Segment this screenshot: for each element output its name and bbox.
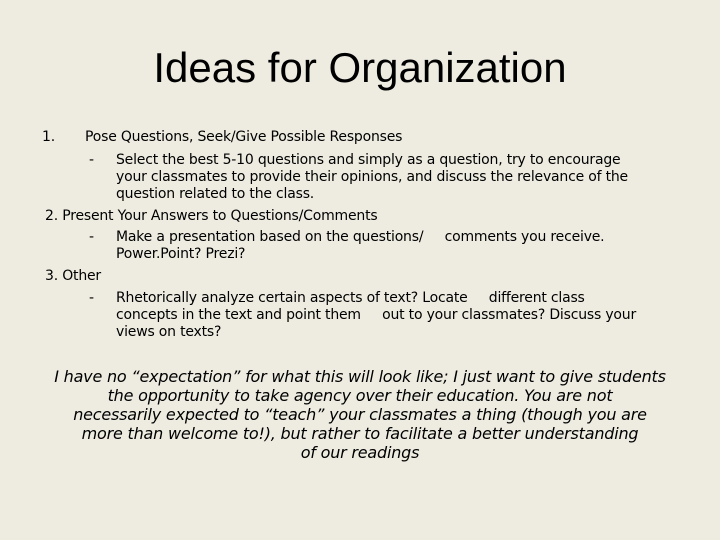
note-line: necessarily expected to “teach” your classmates a thing (though you are (73, 405, 647, 424)
expectation-note (0, 367, 720, 462)
item-2-detail-line: Make a presentation based on the questions/ comments you receive. (116, 229, 605, 245)
item-1-dash: - (89, 152, 94, 168)
slide-title: Ideas for Organization (153, 44, 567, 91)
item-3-heading: 3. Other (45, 268, 101, 284)
item-2-heading: 2. Present Your Answers to Questions/Comments (45, 208, 378, 224)
note-line: I have no “expectation” for what this will look like; I just want to give students (54, 367, 666, 386)
item-1-heading: Pose Questions, Seek/Give Possible Responses (85, 129, 403, 145)
item-2-dash: - (89, 229, 94, 245)
item-1-detail-line: Select the best 5-10 questions and simply as a question, try to encourage (116, 152, 621, 168)
item-3-detail-line: Rhetorically analyze certain aspects of text? Locate different class (116, 290, 585, 306)
item-1-detail-line: question related to the class. (116, 186, 315, 202)
item-3-dash: - (89, 290, 94, 306)
note-line: of our readings (300, 443, 420, 462)
note-line: the opportunity to take agency over their education. You are not (107, 386, 613, 405)
item-1-detail-line: your classmates to provide their opinions, and discuss the relevance of the (116, 169, 628, 185)
item-3-detail-line: views on texts? (116, 324, 222, 340)
item-1-number: 1. (42, 129, 55, 145)
item-3-detail-line: concepts in the text and point them out to your classmates? Discuss your (116, 307, 637, 323)
item-2-detail-line: Power.Point? Prezi? (116, 246, 246, 262)
note-line: more than welcome to!), but rather to facilitate a better understanding (81, 424, 639, 443)
